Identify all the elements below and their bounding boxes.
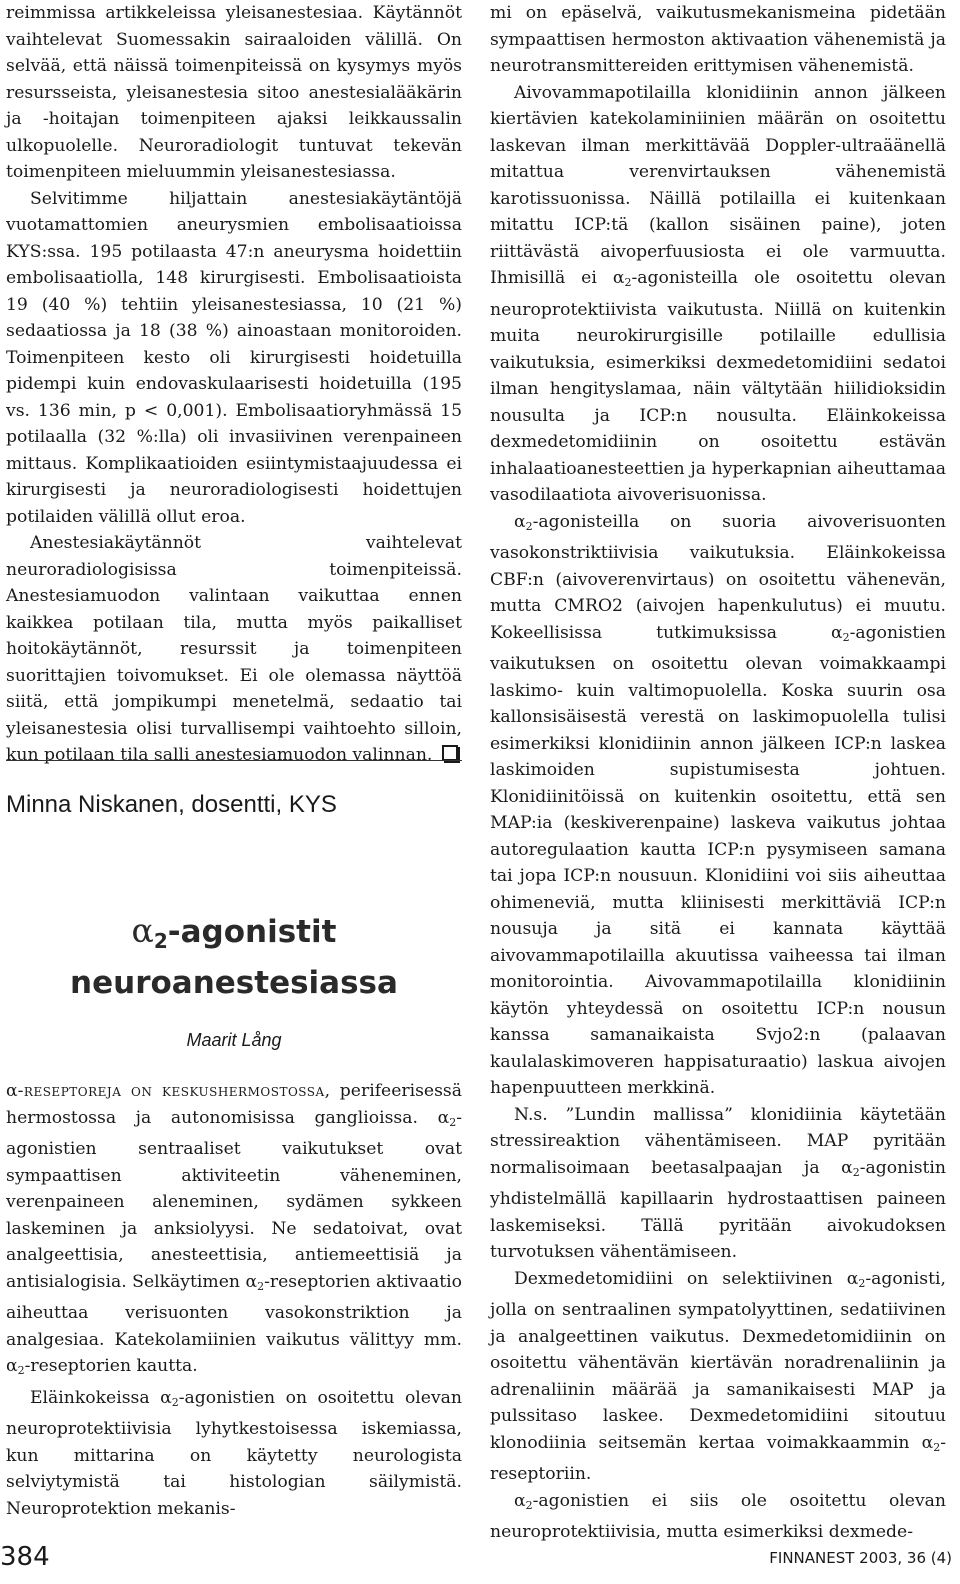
text: -reseptorien aktivaatio aiheuttaa verisuonten vasokonstriktion ja analgesiaa. Katekolamiinien vaikutus välittyy mm. bbox=[6, 1271, 462, 1350]
journal-citation: FINNANEST 2003, 36 (4) bbox=[769, 1549, 952, 1567]
title-alpha: α bbox=[131, 911, 154, 950]
paragraph bbox=[490, 1488, 946, 1546]
subscript: 2 bbox=[624, 276, 632, 289]
page-number: 384 bbox=[0, 1542, 50, 1572]
alpha-symbol: α bbox=[6, 1081, 18, 1101]
paragraph bbox=[6, 530, 462, 769]
text: -agonistien on osoitettu olevan neuroprotektiivisia lyhytkestoisessa iskemiassa, kun mittarina on käytetty neurologista selviytymistä tai histologian säilymistä. Neuroprotektion mekanis- bbox=[6, 1387, 462, 1519]
article-author: Maarit Lång bbox=[186, 1030, 282, 1050]
paragraph bbox=[490, 1266, 946, 1488]
section-divider bbox=[6, 760, 462, 761]
text: Dexmedetomidiini on selektiivinen bbox=[514, 1268, 847, 1289]
title-part: -agonistit bbox=[167, 914, 337, 950]
paragraph bbox=[490, 509, 946, 1102]
text: -agonisti, jolla on sentraalinen sympatolyyttinen, sedatiivinen ja analgeettinen vaikutus. Dexmedetomidiinin on osoitettu vähentävän kiertävän noradrenaliinin ja adrenaliinin määrää ja samanikaisesti MAP ja pulssitaso laskee. Dexmedetomidiini sitoutuu klonodiinia seitsemän kertaa voimakkaammin bbox=[490, 1268, 946, 1453]
title-subscript: 2 bbox=[153, 929, 168, 953]
alpha-symbol: α bbox=[846, 1268, 859, 1289]
text: -agonisteilla ole osoitettu olevan neuroprotektiivista vaikutusta. Niillä on kuitenkin muita neurokirurgisille potilaille edullisia vaikutuksia, esimerkiksi dexmedetomidiini sedatoi ilman hengityslamaa, näin vältytään hiilidioksidin nousulta ja ICP:n nousulta. Eläinkokeissa dexmedetomidiinin on osoitettu estävän inhalaatioanesteettien ja hyperkapnian aiheuttamaa vasodilaatiota aivoverisuonissa. bbox=[490, 268, 946, 505]
alpha-symbol: α bbox=[830, 622, 843, 643]
paragraph bbox=[490, 1102, 946, 1266]
alpha-symbol: α bbox=[921, 1432, 934, 1453]
text: -reseptorien kautta. bbox=[24, 1356, 198, 1376]
alpha-symbol: α bbox=[245, 1271, 258, 1292]
alpha-symbol: α bbox=[612, 268, 625, 288]
paragraph bbox=[6, 1385, 462, 1523]
text: -agonistien sentraaliset vaikutukset ovat sympaattisen aktiviteetin väheneminen, verenpaineen aleneminen, sydämen sykkeen laskeminen ja anksiolyysi. Ne sedatoivat, ovat analgeettisia, anesteettisia, antiemeettisiä ja antisialogisia. Selkäytimen bbox=[6, 1107, 462, 1292]
subscript: 2 bbox=[257, 1279, 265, 1293]
right-column bbox=[490, 0, 946, 1546]
text: Eläinkokeissa bbox=[30, 1387, 161, 1408]
article-title bbox=[6, 910, 462, 1004]
paragraph bbox=[6, 1078, 462, 1385]
end-of-article-icon bbox=[442, 745, 458, 761]
subscript: 2 bbox=[933, 1440, 941, 1454]
text: Aivovammapotilailla klonidiinin annon jälkeen kiertävien katekolaminiinien määrän on osoitettu laskevan ilman merkittävää Doppler-ultraäänellä mitattua verenvirtauksen vähenemistä karotissuonissa. Näillä potilailla ei kuitenkaan mitattu ICP:tä (kallon sisäinen paine), joten riittävästä aivoperfuusiosta ei ole varmuutta. Ihmisillä ei bbox=[490, 82, 946, 288]
paragraph bbox=[490, 80, 946, 509]
lead-in: -reseptoreja on keskushermostossa, bbox=[17, 1081, 331, 1101]
paragraph: Selvitimme hiljattain anestesiakäytäntöjä vuotamattomien aneurysmien embolisaatioissa KYS:ssa. 195 potilaasta 47:n aneurysma hoidettiin embolisaatiolla, 148 kirurgisesti. Embolisaatioista 19 (40 %) tehtiin yleisanestesiassa, 10 (21 %) sedaatiossa ja 18 (38 %) ainoastaan monitoroiden. Toimenpiteen kesto oli kirurgisesti hoidetuilla pidempi kuin endovaskulaarisesti hoidetuilla (195 vs. 136 min, p < 0,001). Embolisaatioryhmässä 15 potilaalla (32 %:lla) oli invasiivinen verenpaineen mittaus. Komplikaatioiden esiintymistaajuudessa ei kirurgisesti ja neuroradiologisesti hoidettujen potilaiden välillä ollut eroa. bbox=[6, 188, 462, 527]
alpha-symbol: α bbox=[437, 1107, 450, 1128]
alpha-symbol: α bbox=[841, 1157, 853, 1178]
text: -agonistien ei siis ole osoitettu olevan neuroprotektiivisia, mutta esimerkiksi dexmede- bbox=[490, 1490, 946, 1542]
subscript: 2 bbox=[525, 1498, 533, 1512]
subscript: 2 bbox=[17, 1364, 25, 1377]
text: perifeerisessä hermostossa ja autonomisissa ganglioissa. bbox=[6, 1081, 462, 1128]
subscript: 2 bbox=[858, 1276, 866, 1290]
subscript: 2 bbox=[449, 1115, 457, 1129]
left-column-body bbox=[6, 1078, 462, 1522]
text: -reseptoriin. bbox=[490, 1432, 946, 1484]
alpha-symbol: α bbox=[514, 511, 526, 532]
left-column-top bbox=[6, 0, 462, 769]
subscript: 2 bbox=[842, 630, 850, 644]
title-line2: neuroanestesiassa bbox=[70, 965, 398, 1001]
subscript: 2 bbox=[525, 519, 533, 533]
subscript: 2 bbox=[171, 1395, 179, 1409]
previous-article-author: Minna Niskanen, dosentti, KYS bbox=[6, 791, 337, 818]
paragraph-text: Anestesiakäytännöt vaihtelevat neuroradiologisissa toimenpiteissä. Anestesiamuodon valintaan vaikuttaa ennen kaikkea potilaan tila, mutta myös paikalliset hoitokäytännöt, resurssit ja toimenpiteen suorittajien toivomukset. Ei ole olemassa näyttöä siitä, että jompikumpi menetelmä, sedaatio tai yleisanestesia olisi turvallisempi vaihtoehto silloin, kun potilaan tila salli anestesiamuodon valinnan. bbox=[6, 533, 462, 765]
subscript: 2 bbox=[852, 1165, 860, 1179]
paragraph: mi on epäselvä, vaikutusmekanismeina pidetään sympaattisen hermoston aktivaation vähenemistä ja neurotransmittereiden erittymisen vähenemistä. bbox=[490, 3, 946, 76]
text: -agonisteilla on suoria aivoverisuonten vasokonstriktiivisia vaikutuksia. Eläinkokeissa CBF:n (aivoverenvirtaus) on osoitettu vähenevän, mutta CMRO2 (aivojen hapenkulutus) ei muutu. Kokeellisissa tutkimuksissa bbox=[490, 511, 946, 643]
alpha-symbol: α bbox=[6, 1356, 18, 1376]
text: N.s. ”Lundin mallissa” klonidiinia käytetään stressireaktion vähentämiseen. MAP pyritään normalisoimaan beetasalpaajan ja bbox=[490, 1104, 946, 1178]
text: -agonistin yhdistelmällä kapillaarin hydrostaattisen paineen laskemiseksi. Tällä pyritään aivokudoksen turvotuksen vähentämiseen. bbox=[490, 1157, 946, 1262]
paragraph: reimmissa artikkeleissa yleisanestesiaa. Käytännöt vaihtelevat Suomessakin sairaaloiden välillä. On selvää, että näissä toimenpiteissä on kysymys myös resursseista, yleisanestesia sitoo anestesialääkärin ja -hoitajan toimenpiteen ajaksi leikkaussalin ulkopuolelle. Neuroradiologit tuntuvat tekevän toimenpiteen mieluummin yleisanestesiassa. bbox=[6, 3, 462, 182]
alpha-symbol: α bbox=[514, 1490, 526, 1511]
text: -agonistien vaikutuksen on osoitettu olevan voimakkaampi laskimo- kuin valtimopuolella. Koska suurin osa kallonsisäisestä verestä on laskimopuolella tulisi esimerkiksi klonidiinin annon jälkeen ICP:n laskea laskimoiden supistumisesta johtuen. Klonidiinitöissä on kuitenkin osoitettu, että sen MAP:ia (keskiverenpaine) laskeva vaikutus johtaa autoregulaation kautta ICP:n pysymiseen samana tai jopa ICP:n nousuun. Klonidiini voi siis aiheuttaa ohimeneviä, mutta kliinisesti merkittäviä ICP:n nousuja ja sitä ei kannata käyttää aivovammapotilailla akuutissa vaiheessa tai ilman monitorointia. Aivovammapotilailla klonidiinin käytön yhteydessä on osoitettu ICP:n nousun kanssa samanaikaista Svjo2:n (palaavan kaulalaskimoveren happisaturaatio) laskua aivojen hapenpuutteen merkkinä. bbox=[490, 622, 946, 1098]
alpha-symbol: α bbox=[160, 1387, 172, 1408]
